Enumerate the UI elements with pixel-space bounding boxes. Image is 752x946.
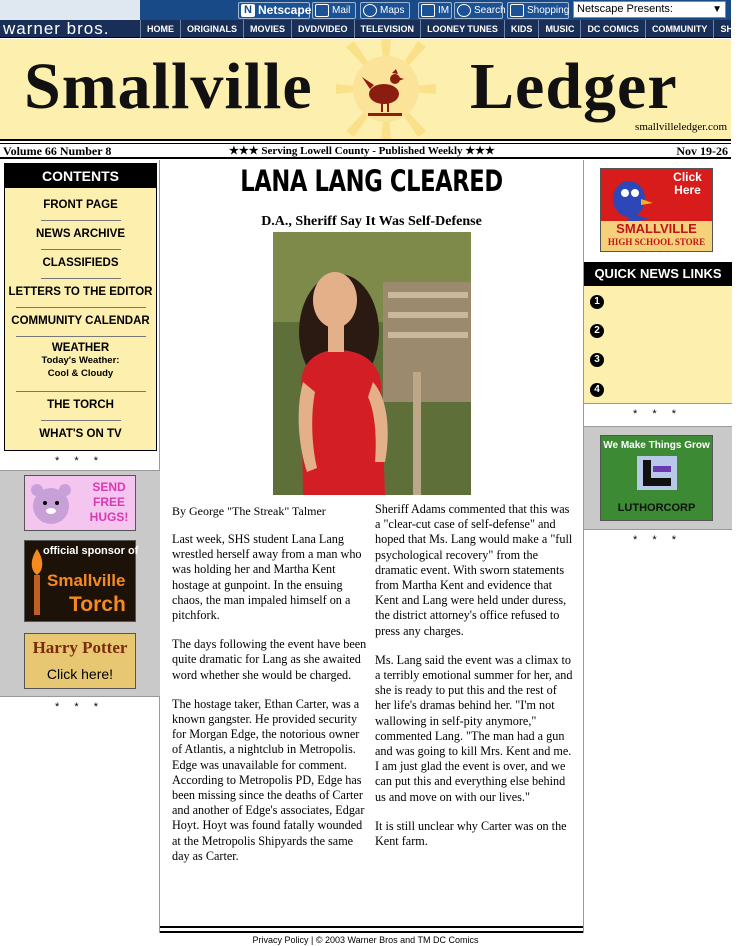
article-bottom-rule — [160, 926, 583, 933]
luthorcorp-logo-icon — [637, 456, 677, 490]
article-paragraph: Ms. Lang said the event was a climax to a terribly emotional summer for her, and she is ready to put this and the rest of her life's dramas behind her. "I'm not wallowing in self-pity anymore," commented Lang. "The man had a gun and was going to kill Mrs. Kent and me. I am just glad the event is over, and we can put this and everything else behind us and move on with our lives." — [375, 652, 573, 804]
send-hugs-ad[interactable] — [24, 475, 136, 531]
im-button[interactable] — [418, 2, 452, 19]
torch-sponsor-line: official sponsor of — [43, 545, 139, 557]
footer-links[interactable]: Privacy Policy | © 2003 Warner Bros and TM DC Comics — [252, 935, 479, 945]
wb-nav-shop[interactable]: SHOP — [713, 20, 752, 38]
article-byline: By George "The Streak" Talmer — [172, 504, 326, 518]
select-value: Netscape Presents: — [577, 3, 673, 15]
im-label: IM — [438, 5, 450, 16]
store-subtitle: HIGH SCHOOL STORE — [607, 237, 706, 247]
wb-nav-dc-comics[interactable]: DC COMICS — [580, 20, 645, 38]
quick-link-2[interactable]: 2 — [590, 324, 604, 338]
shopping-button[interactable] — [507, 2, 569, 19]
shopping-label: Shopping — [527, 5, 570, 16]
right-sidebar — [583, 160, 731, 933]
weather-title: WEATHER — [51, 342, 110, 354]
wb-nav-community[interactable]: COMMUNITY — [645, 20, 714, 38]
stars-divider: * * * — [633, 534, 682, 546]
masthead-title-left: Smallville — [24, 50, 313, 123]
contents-nav — [4, 163, 157, 451]
quick-link-1[interactable]: 1 — [590, 295, 604, 309]
wb-nav-home[interactable]: HOME — [140, 20, 180, 38]
store-title: SMALLVILLE — [616, 221, 697, 236]
store-click-here: Click Here — [673, 170, 702, 197]
globe-icon — [363, 4, 377, 17]
netscape-icon: N — [241, 4, 255, 17]
article-column-left — [172, 532, 367, 878]
stars-divider: * * * — [55, 455, 104, 467]
chevron-down-icon: ▼ — [712, 4, 722, 15]
luthorcorp-name: LUTHORCORP — [617, 502, 696, 514]
wb-nav-dvd[interactable]: DVD/VIDEO — [291, 20, 354, 38]
article-subhead: D.A., Sheriff Say It Was Self-Defense — [261, 214, 482, 229]
torch-sponsor-ad[interactable] — [24, 540, 139, 622]
stars-divider: * * * — [55, 701, 104, 713]
shopping-icon — [510, 4, 524, 17]
wb-nav-television[interactable]: TELEVISION — [354, 20, 421, 38]
search-button[interactable] — [454, 2, 506, 19]
contents-header: CONTENTS — [5, 164, 156, 188]
quick-news-header: QUICK NEWS LINKS — [584, 262, 732, 286]
article — [160, 160, 583, 933]
issue-info-line — [0, 143, 731, 159]
maps-button[interactable] — [360, 2, 410, 19]
nav-the-torch[interactable]: THE TORCH — [47, 399, 114, 411]
torch-name-line2: Torch — [69, 593, 126, 616]
netscape-toolbar — [0, 0, 731, 20]
masthead-title-right: Ledger — [470, 50, 678, 123]
nav-front-page[interactable]: FRONT PAGE — [43, 199, 118, 211]
weather-line-1: Today's Weather: — [41, 355, 120, 366]
nav-weather[interactable] — [5, 337, 156, 391]
mail-icon — [315, 4, 329, 17]
wb-nav-movies[interactable]: MOVIES — [243, 20, 291, 38]
mail-label: Mail — [332, 5, 351, 16]
wb-nav-bar — [0, 19, 746, 38]
article-paragraph: It is still unclear why Carter was on the Kent farm. — [375, 818, 567, 849]
luthorcorp-tagline: We Make Things Grow — [603, 440, 710, 451]
masthead-url: smallvilleledger.com — [635, 121, 727, 133]
harry-potter-title: Harry Potter — [32, 638, 128, 657]
netscape-toolbar-left — [0, 0, 140, 20]
netscape-button[interactable] — [238, 2, 310, 19]
article-paragraph: Sheriff Adams commented that this was a "clear-cut case of self-defense" and hoped that Ms. Lang would make a "full psychological recovery" from the dramatic event. With sworn statements from Martha Kent and evidence that Kent and Lang were held under duress, the district attorney's office refused to press any charges. — [375, 502, 573, 638]
nav-classifieds[interactable]: CLASSIFIEDS — [42, 257, 119, 269]
nav-community-calendar[interactable]: COMMUNITY CALENDAR — [11, 315, 150, 327]
article-paragraph: The hostage taker, Ethan Carter, was a known gangster. He provided security for Morgan Edge, the notorious owner of Atlantis, a nightclub in Metropolis. Edge was unavailable for comment. According to Metropolis PD, Edge has been missing since the deaths of Carter and another of Edge's associates, Edgar Hoyt. Hoyt was found fatally wounded at the Metropolis Shipyards the same day as Carter. — [172, 696, 365, 863]
store-banner — [601, 221, 712, 251]
article-paragraph: Last week, SHS student Lana Lang wrestled herself away from a man who was holding her and Martha Kent hostage at gunpoint. In the ensuing chaos, the man impaled himself on a pitchfork. — [172, 532, 362, 623]
article-headline: LANA LANG CLEARED — [240, 164, 503, 198]
right-ad-panel — [584, 426, 732, 530]
quick-link-4[interactable]: 4 — [590, 383, 604, 397]
wb-nav-originals[interactable]: ORIGINALS — [180, 20, 243, 38]
left-ad-panel — [0, 470, 160, 697]
issue-date: Nov 19-26 — [676, 144, 728, 158]
send-hugs-text: SEND FREE HUGS! — [89, 480, 129, 524]
tagline: ★★★ Serving Lowell County - Published Weekly ★★★ — [229, 145, 495, 157]
mail-button[interactable] — [312, 2, 356, 19]
luthorcorp-ad[interactable] — [600, 435, 713, 521]
maps-label: Maps — [380, 5, 405, 16]
netscape-label: Netscape — [258, 3, 312, 17]
stars-divider: * * * — [633, 408, 682, 420]
lana-portrait-image — [273, 232, 471, 495]
article-paragraph: The days following the event have been quite dramatic for Lang as she awaited word whether she would be charged. — [172, 637, 367, 682]
netscape-presents-select[interactable] — [573, 1, 726, 18]
left-sidebar — [0, 160, 160, 933]
wb-nav-kids[interactable]: KIDS — [504, 20, 539, 38]
nav-whats-on-tv[interactable]: WHAT'S ON TV — [39, 428, 122, 440]
quick-link-3[interactable]: 3 — [590, 353, 604, 367]
volume-number: Volume 66 Number 8 — [3, 144, 112, 158]
article-photo — [273, 232, 471, 495]
article-column-right — [375, 502, 573, 863]
quick-news-links — [584, 286, 732, 404]
masthead — [0, 39, 731, 141]
search-icon — [457, 4, 471, 17]
harry-potter-cta: Click here! — [46, 666, 114, 682]
weather-line-2: Cool & Cloudy — [47, 368, 114, 379]
harry-potter-ad[interactable] — [24, 633, 136, 689]
torch-icon — [27, 549, 47, 619]
wb-nav-links — [140, 20, 752, 38]
wb-logo[interactable]: warner bros. — [3, 19, 110, 38]
wb-nav-looney-tunes[interactable]: LOONEY TUNES — [420, 20, 504, 38]
sunburst-emblem — [336, 39, 436, 139]
search-label: Search — [474, 5, 506, 16]
torch-name-line1: Smallville — [47, 571, 126, 590]
high-school-store-ad[interactable] — [600, 168, 713, 252]
wb-nav-music[interactable]: MUSIC — [538, 20, 580, 38]
im-icon — [421, 4, 435, 17]
nav-news-archive[interactable]: NEWS ARCHIVE — [35, 228, 126, 240]
nav-letters-to-editor[interactable]: LETTERS TO THE EDITOR — [8, 286, 153, 298]
